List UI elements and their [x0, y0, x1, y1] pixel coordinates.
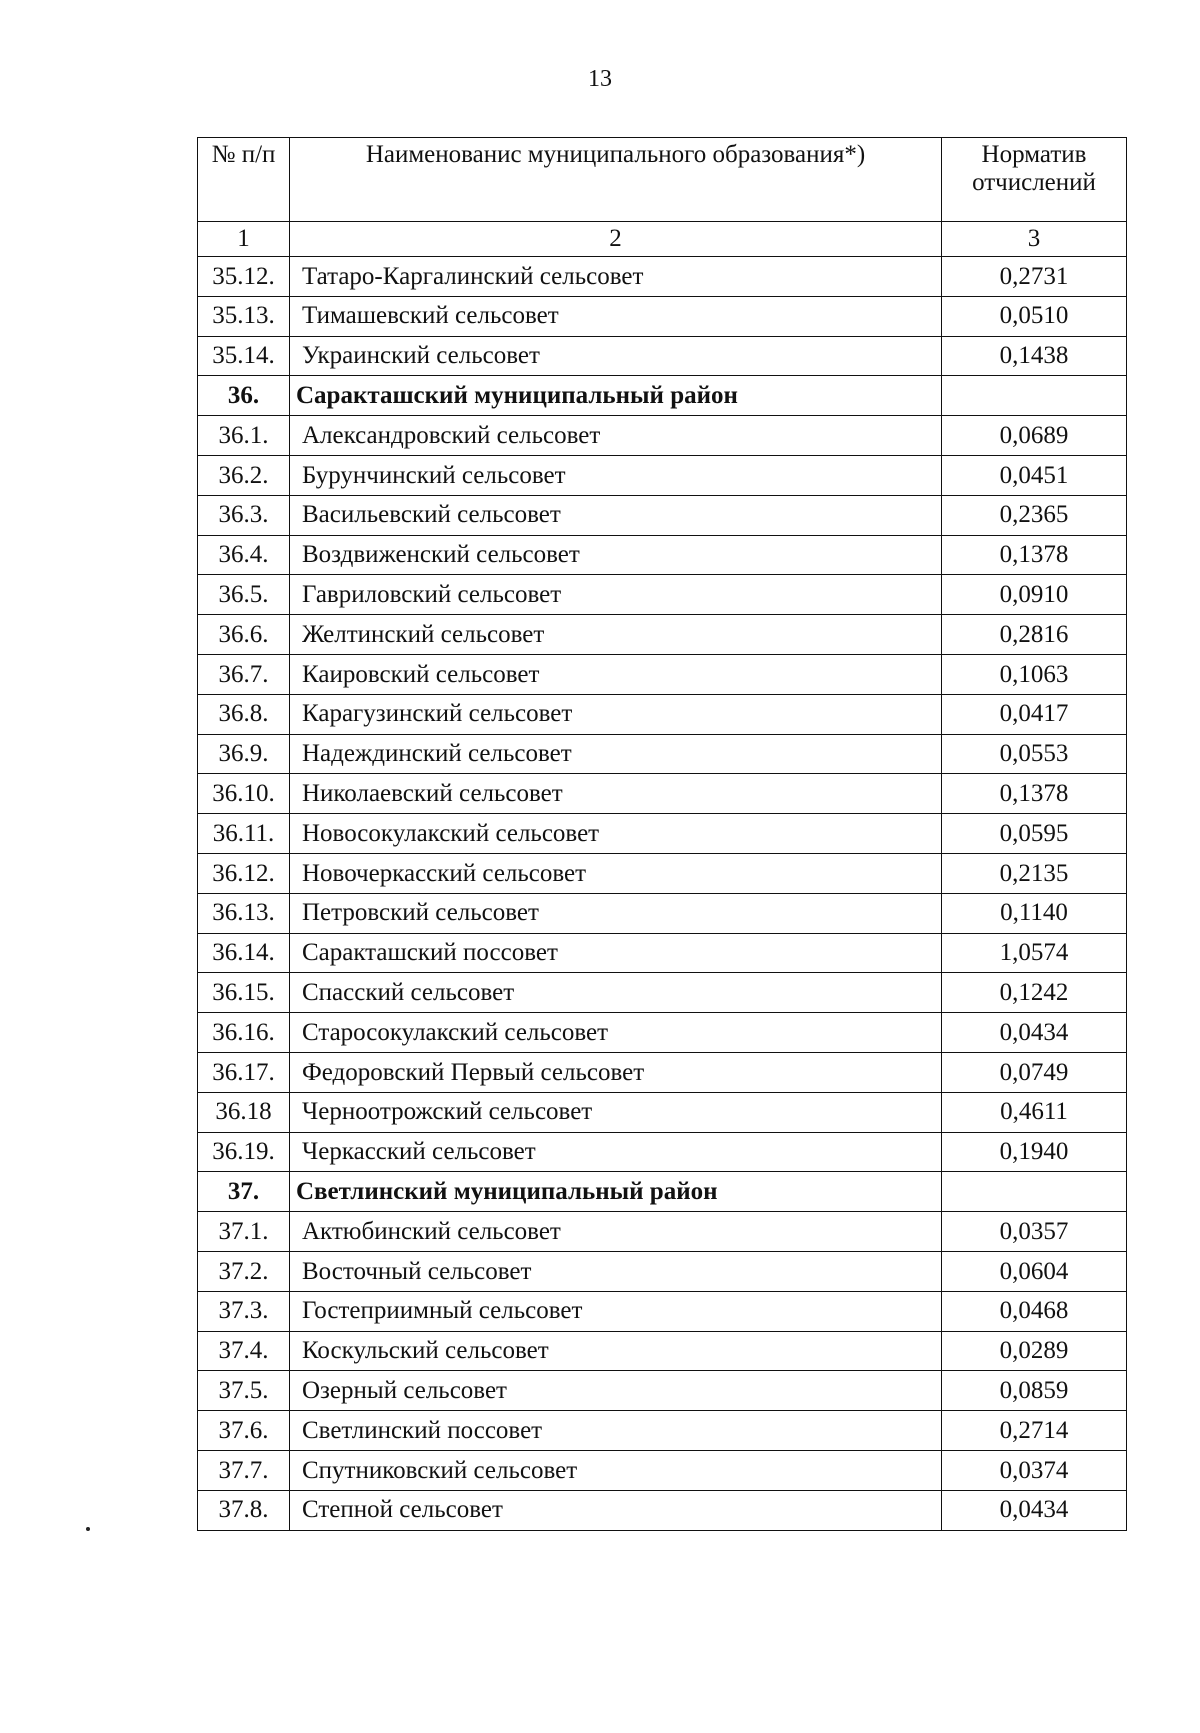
row-number: 37.2. — [198, 1251, 290, 1291]
section-row — [198, 376, 1127, 416]
allocation-norm-value: 0,0595 — [942, 814, 1127, 854]
table-row — [198, 1251, 1127, 1291]
allocation-norm-value: 0,1940 — [942, 1132, 1127, 1172]
allocation-norm-value: 0,0859 — [942, 1371, 1127, 1411]
row-number: 36.4. — [198, 535, 290, 575]
allocation-norm-value: 0,0604 — [942, 1251, 1127, 1291]
row-number: 37.5. — [198, 1371, 290, 1411]
table-row — [198, 615, 1127, 655]
row-number: 36.6. — [198, 615, 290, 655]
table-row — [198, 654, 1127, 694]
row-number: 37.7. — [198, 1450, 290, 1490]
allocation-norm-value: 0,2135 — [942, 853, 1127, 893]
table-row — [198, 973, 1127, 1013]
row-number: 37.4. — [198, 1331, 290, 1371]
allocation-norm-value: 0,0417 — [942, 694, 1127, 734]
allocation-norm-value: 0,0910 — [942, 575, 1127, 615]
table-row — [198, 734, 1127, 774]
scan-speck — [86, 1527, 90, 1531]
allocation-norm-value: 0,0289 — [942, 1331, 1127, 1371]
row-number: 36.2. — [198, 455, 290, 495]
column-number-row — [198, 222, 1127, 257]
municipality-name: Озерный сельсовет — [290, 1371, 942, 1411]
allocation-norm-value: 0,2816 — [942, 615, 1127, 655]
table-row — [198, 296, 1127, 336]
municipality-name: Федоровский Первый сельсовет — [290, 1052, 942, 1092]
allocation-norm-value: 0,0510 — [942, 296, 1127, 336]
row-number: 36.17. — [198, 1052, 290, 1092]
header-allocation-norm: Норматив отчислений — [942, 138, 1127, 222]
column-number-2: 2 — [290, 222, 942, 257]
table-header-row — [198, 138, 1127, 222]
row-number: 36.1. — [198, 416, 290, 456]
municipality-name: Татаро-Каргалинский сельсовет — [290, 257, 942, 297]
section-number: 37. — [198, 1172, 290, 1212]
municipality-name: Николаевский сельсовет — [290, 774, 942, 814]
row-number: 35.14. — [198, 336, 290, 376]
row-number: 35.13. — [198, 296, 290, 336]
table-row — [198, 694, 1127, 734]
table-row — [198, 455, 1127, 495]
table-row — [198, 1411, 1127, 1451]
table-row — [198, 1331, 1127, 1371]
municipality-name: Каировский сельсовет — [290, 654, 942, 694]
row-number: 36.18 — [198, 1092, 290, 1132]
row-number: 36.12. — [198, 853, 290, 893]
table-row — [198, 1092, 1127, 1132]
allocation-norm-value: 0,0468 — [942, 1291, 1127, 1331]
allocation-norm-value: 0,1378 — [942, 774, 1127, 814]
table-row — [198, 814, 1127, 854]
table-row — [198, 1371, 1127, 1411]
section-row — [198, 1172, 1127, 1212]
row-number: 36.7. — [198, 654, 290, 694]
row-number: 36.15. — [198, 973, 290, 1013]
municipality-name: Воздвиженский сельсовет — [290, 535, 942, 575]
table-row — [198, 774, 1127, 814]
row-number: 36.13. — [198, 893, 290, 933]
municipality-name: Светлинский поссовет — [290, 1411, 942, 1451]
section-title: Светлинский муниципальный район — [290, 1172, 942, 1212]
table-row — [198, 1490, 1127, 1530]
allocation-norm-value: 0,1140 — [942, 893, 1127, 933]
page-number: 13 — [588, 66, 612, 92]
table-row — [198, 1212, 1127, 1252]
table-row — [198, 257, 1127, 297]
row-number: 36.19. — [198, 1132, 290, 1172]
allocation-norm-value: 0,0434 — [942, 1013, 1127, 1053]
municipality-name: Спасский сельсовет — [290, 973, 942, 1013]
row-number: 36.11. — [198, 814, 290, 854]
allocation-norms-table — [197, 137, 1127, 1531]
table-row — [198, 853, 1127, 893]
allocation-norm-value: 0,1063 — [942, 654, 1127, 694]
municipality-name: Актюбинский сельсовет — [290, 1212, 942, 1252]
municipality-name: Черкасский сельсовет — [290, 1132, 942, 1172]
row-number: 36.16. — [198, 1013, 290, 1053]
allocation-norm-value: 0,0434 — [942, 1490, 1127, 1530]
allocation-norm-value: 0,0451 — [942, 455, 1127, 495]
municipality-name: Старосокулакский сельсовет — [290, 1013, 942, 1053]
allocation-norm-value: 0,2365 — [942, 495, 1127, 535]
municipality-name: Карагузинский сельсовет — [290, 694, 942, 734]
municipality-name: Гостеприимный сельсовет — [290, 1291, 942, 1331]
allocation-norm-value: 0,0689 — [942, 416, 1127, 456]
header-number: № п/п — [198, 138, 290, 222]
municipality-name: Украинский сельсовет — [290, 336, 942, 376]
row-number: 36.10. — [198, 774, 290, 814]
section-title: Саракташский муниципальный район — [290, 376, 942, 416]
allocation-norm-value: 0,0374 — [942, 1450, 1127, 1490]
section-number: 36. — [198, 376, 290, 416]
table-row — [198, 1013, 1127, 1053]
municipality-name: Васильевский сельсовет — [290, 495, 942, 535]
municipality-name: Надеждинский сельсовет — [290, 734, 942, 774]
table-row — [198, 1450, 1127, 1490]
table-row — [198, 933, 1127, 973]
allocation-norm-value — [942, 1172, 1127, 1212]
row-number: 36.3. — [198, 495, 290, 535]
municipality-name: Тимашевский сельсовет — [290, 296, 942, 336]
allocation-norm-value: 0,1438 — [942, 336, 1127, 376]
column-number-3: 3 — [942, 222, 1127, 257]
column-number-1: 1 — [198, 222, 290, 257]
municipality-name: Коскульский сельсовет — [290, 1331, 942, 1371]
allocation-norm-value: 0,0357 — [942, 1212, 1127, 1252]
table-row — [198, 336, 1127, 376]
municipality-name: Петровский сельсовет — [290, 893, 942, 933]
table-row — [198, 535, 1127, 575]
header-municipality-name: Наименованис муниципального образования*) — [290, 138, 942, 222]
municipality-name: Восточный сельсовет — [290, 1251, 942, 1291]
table-body — [198, 257, 1127, 1531]
row-number: 36.8. — [198, 694, 290, 734]
allocation-norm-value: 1,0574 — [942, 933, 1127, 973]
table-row — [198, 575, 1127, 615]
row-number: 37.3. — [198, 1291, 290, 1331]
table-row — [198, 1052, 1127, 1092]
table-row — [198, 1132, 1127, 1172]
allocation-norm-value: 0,4611 — [942, 1092, 1127, 1132]
row-number: 36.14. — [198, 933, 290, 973]
allocation-norm-value: 0,1242 — [942, 973, 1127, 1013]
table-row — [198, 416, 1127, 456]
municipality-name: Гавриловский сельсовет — [290, 575, 942, 615]
row-number: 36.5. — [198, 575, 290, 615]
allocation-norm-value: 0,2731 — [942, 257, 1127, 297]
municipality-name: Желтинский сельсовет — [290, 615, 942, 655]
municipality-name: Степной сельсовет — [290, 1490, 942, 1530]
allocation-norm-value: 0,0749 — [942, 1052, 1127, 1092]
row-number: 35.12. — [198, 257, 290, 297]
municipality-name: Новосокулакский сельсовет — [290, 814, 942, 854]
table-row — [198, 1291, 1127, 1331]
row-number: 36.9. — [198, 734, 290, 774]
municipality-name: Саракташский поссовет — [290, 933, 942, 973]
row-number: 37.8. — [198, 1490, 290, 1530]
allocation-norm-value: 0,2714 — [942, 1411, 1127, 1451]
row-number: 37.6. — [198, 1411, 290, 1451]
allocation-norm-value — [942, 376, 1127, 416]
row-number: 37.1. — [198, 1212, 290, 1252]
municipality-name: Черноотрожский сельсовет — [290, 1092, 942, 1132]
table-row — [198, 495, 1127, 535]
municipality-name: Александровский сельсовет — [290, 416, 942, 456]
municipality-name: Спутниковский сельсовет — [290, 1450, 942, 1490]
allocation-norm-value: 0,1378 — [942, 535, 1127, 575]
allocation-norm-value: 0,0553 — [942, 734, 1127, 774]
table-row — [198, 893, 1127, 933]
municipality-name: Бурунчинский сельсовет — [290, 455, 942, 495]
municipality-name: Новочеркасский сельсовет — [290, 853, 942, 893]
